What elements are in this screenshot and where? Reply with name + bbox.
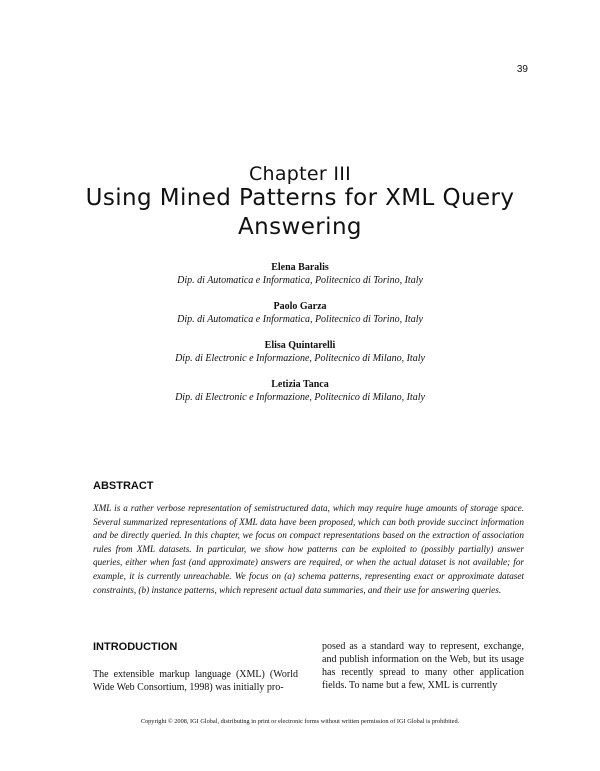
author-block [0, 340, 600, 365]
author-affiliation: Dip. di Electronic e Informazione, Politecnico di Milano, Italy [175, 353, 425, 364]
author-affiliation: Dip. di Automatica e Informatica, Politecnico di Torino, Italy [177, 314, 423, 325]
page-number: 39 [516, 64, 528, 75]
author-name: Paolo Garza [273, 301, 327, 312]
author-list [0, 262, 600, 418]
author-name: Elena Baralis [271, 262, 329, 273]
author-affiliation: Dip. di Electronic e Informazione, Politecnico di Milano, Italy [175, 392, 425, 403]
introduction-text-right-column: posed as a standard way to represent, exchange, and publish information on the Web, but its usage has recently spread to many other application fields. To name but a few, XML is currently [322, 641, 524, 691]
author-name: Elisa Quintarelli [264, 340, 336, 351]
author-affiliation: Dip. di Automatica e Informatica, Politecnico di Torino, Italy [177, 275, 423, 286]
author-name: Letizia Tanca [271, 379, 329, 390]
copyright-footer: Copyright © 2008, IGI Global, distributing in print or electronic forms without written permission of IGI Global is prohibited. [140, 718, 460, 725]
introduction-text-left-column: The extensible markup language (XML) (World Wide Web Consortium, 1998) was initially pro- [93, 669, 298, 693]
chapter-title: Using Mined Patterns for XML Query Answering [85, 185, 515, 240]
author-block [0, 301, 600, 326]
author-block [0, 262, 600, 287]
author-block [0, 379, 600, 404]
abstract-heading: ABSTRACT [93, 480, 154, 492]
introduction-heading: INTRODUCTION [93, 641, 178, 653]
abstract-text: XML is a rather verbose representation of semistructured data, which may require huge amounts of storage space. Several summarized representations of XML data have been proposed, which can both provide succinct information and be directly queried. In this chapter, we focus on compact representations based on the extraction of association rules from XML datasets. In particular, we show how patterns can be exploited to (possibly partially) answer queries, either when fast (and approximate) answers are required, or when the actual dataset is not available; for example, it is currently unreachable. We focus on (a) schema patterns, representing exact or approximate dataset constraints, (b) instance patterns, which represent actual data summaries, and their use for answering queries. [93, 503, 524, 595]
chapter-label: Chapter III [248, 163, 352, 185]
